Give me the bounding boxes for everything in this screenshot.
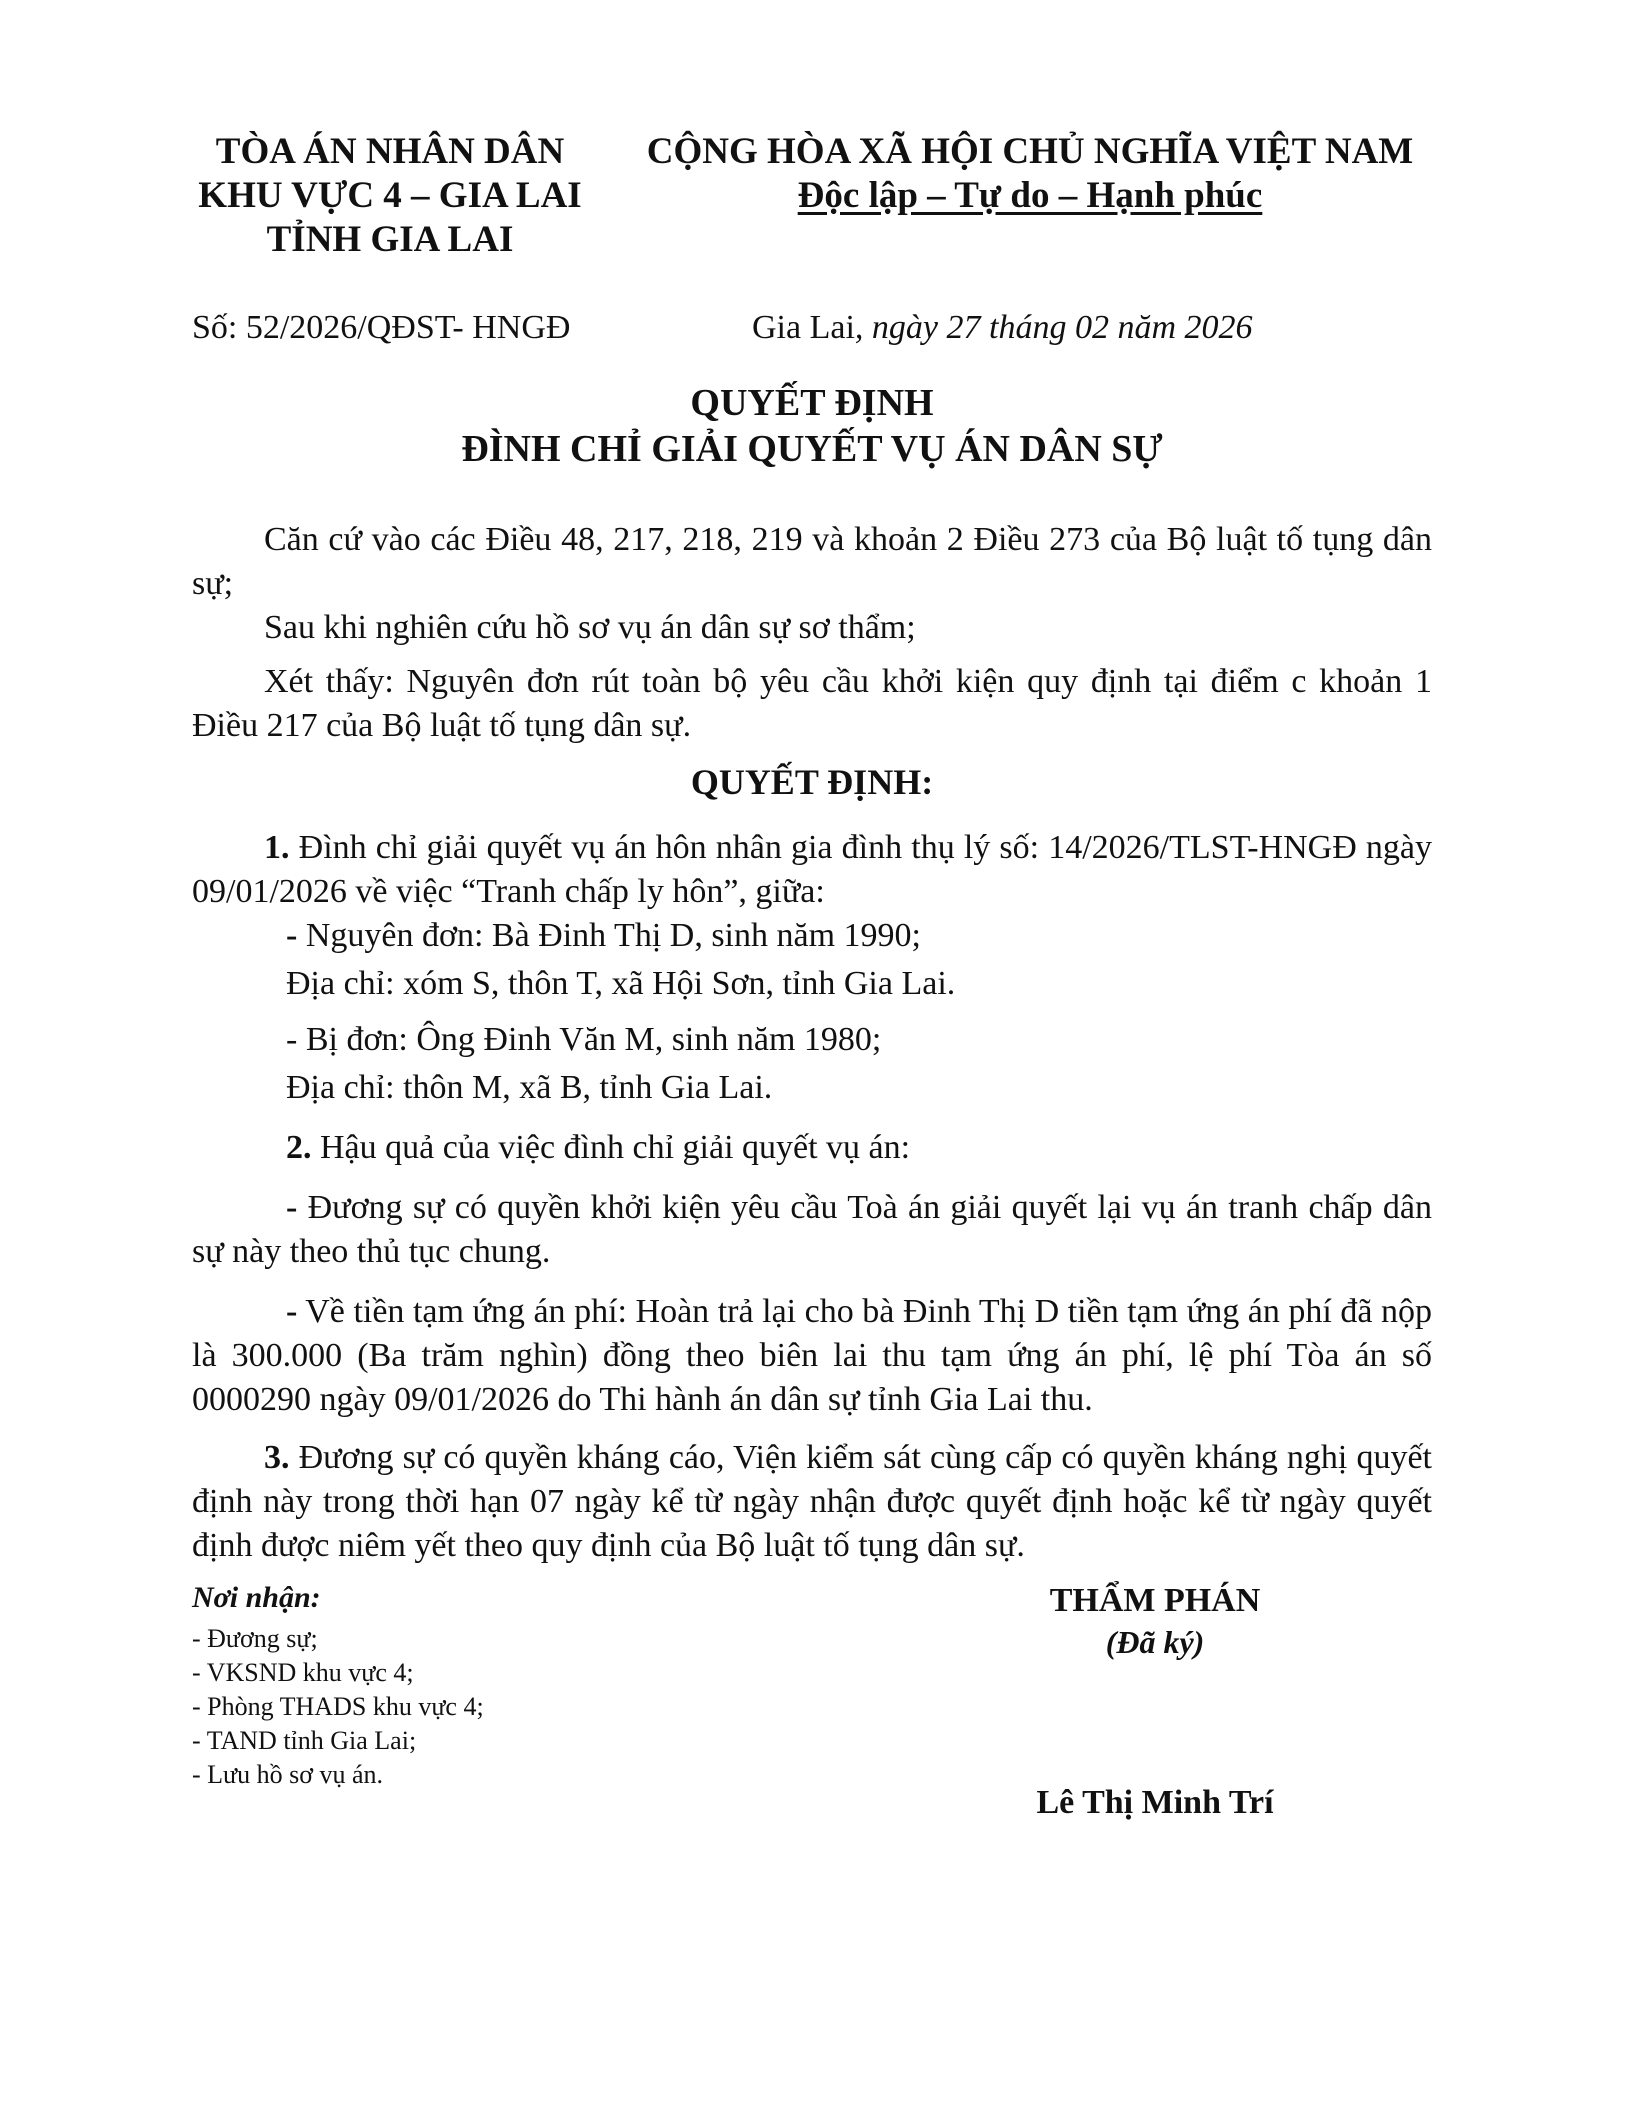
recipients-title: Nơi nhận: xyxy=(192,1581,321,1614)
consequence-1-text: Đương sự có quyền khởi kiện yêu cầu Toà án giải quyết lại vụ án tranh chấp dân sự này theo thủ tục chung. xyxy=(192,1189,1432,1270)
decision-item-2 xyxy=(286,1126,1432,1170)
signer-role: THẨM PHÁN xyxy=(1049,1582,1261,1619)
recipient-item: - Phòng THADS khu vực 4; xyxy=(192,1692,484,1721)
court-header xyxy=(180,130,600,262)
decision-item-1 xyxy=(192,826,1432,914)
plaintiff-dash: - xyxy=(286,917,298,954)
nation-motto: Độc lập – Tự do – Hạnh phúc xyxy=(797,175,1263,216)
document-title xyxy=(192,380,1432,472)
plaintiff-text: Nguyên đơn: Bà Đinh Thị D, sinh năm 1990; xyxy=(297,917,921,954)
plaintiff-address: Địa chỉ: xóm S, thôn T, xã Hội Sơn, tỉnh Gia Lai. xyxy=(286,965,956,1002)
date-place: Gia Lai xyxy=(752,309,855,346)
nation-header xyxy=(620,130,1440,218)
court-line-3: TỈNH GIA LAI xyxy=(266,219,514,260)
preamble-consider: Xét thấy: Nguyên đơn rút toàn bộ yêu cầu khởi kiện quy định tại điểm c khoản 1 Điều 217 của Bộ luật tố tụng dân sự. xyxy=(192,663,1432,744)
consequence-1-dash: - xyxy=(286,1189,298,1226)
document-date xyxy=(752,308,1253,348)
signer-name: Lê Thị Minh Trí xyxy=(1036,1784,1274,1821)
consequence-1 xyxy=(192,1186,1432,1274)
item-2-text: Hậu quả của việc đình chỉ giải quyết vụ án: xyxy=(311,1129,911,1166)
recipient-item: - VKSND khu vực 4; xyxy=(192,1658,414,1687)
court-line-1: TÒA ÁN NHÂN DÂN xyxy=(215,131,565,172)
item-3-text: Đương sự có quyền kháng cáo, Viện kiểm sát cùng cấp có quyền kháng nghị quyết định này trong thời hạn 07 ngày kể từ ngày nhận được quyết định hoặc kể từ ngày quyết định được niêm yết theo quy định của Bộ luật tố tụng dân sự. xyxy=(192,1439,1432,1564)
title-line-1: QUYẾT ĐỊNH xyxy=(690,382,934,424)
title-line-2: ĐÌNH CHỈ GIẢI QUYẾT VỤ ÁN DÂN SỰ xyxy=(461,428,1163,470)
document-number: Số: 52/2026/QĐST- HNGĐ xyxy=(192,309,571,346)
consequence-2-text: Về tiền tạm ứng án phí: Hoàn trả lại cho bà Đinh Thị D tiền tạm ứng án phí đã nộp là 300.000 (Ba trăm nghìn) đồng theo biên lai thu tạm ứng án phí, lệ phí Tòa án số 0000290 ngày 09/01/2026 do Thi hành án dân sự tỉnh Gia Lai thu. xyxy=(192,1293,1432,1418)
recipient-item: - Đương sự; xyxy=(192,1624,318,1653)
nation-title: CỘNG HÒA XÃ HỘI CHỦ NGHĨA VIỆT NAM xyxy=(646,131,1414,172)
item-1-number: 1. xyxy=(264,829,290,866)
consequence-2 xyxy=(192,1290,1432,1422)
recipient-item: - Lưu hồ sơ vụ án. xyxy=(192,1760,384,1789)
signed-note: (Đã ký) xyxy=(1105,1624,1205,1660)
signature-block xyxy=(990,1580,1320,1662)
court-line-2: KHU VỰC 4 – GIA LAI xyxy=(198,175,582,216)
preamble-basis: Căn cứ vào các Điều 48, 217, 218, 219 và khoản 2 Điều 273 của Bộ luật tố tụng dân sự; xyxy=(192,521,1432,602)
decision-heading: QUYẾT ĐỊNH: xyxy=(690,762,934,802)
date-text: , ngày 27 tháng 02 năm 2026 xyxy=(854,309,1253,346)
decision-item-3 xyxy=(192,1436,1432,1568)
consequence-2-dash: - xyxy=(286,1293,298,1330)
item-1-text: Đình chỉ giải quyết vụ án hôn nhân gia đình thụ lý số: 14/2026/TLST-HNGĐ ngày 09/01/2026 về việc “Tranh chấp ly hôn”, giữa: xyxy=(192,829,1432,910)
defendant-address: Địa chỉ: thôn M, xã B, tỉnh Gia Lai. xyxy=(286,1069,773,1106)
defendant-line: - Bị đơn: Ông Đinh Văn M, sinh năm 1980; xyxy=(286,1021,882,1058)
preamble-study: Sau khi nghiên cứu hồ sơ vụ án dân sự sơ thẩm; xyxy=(264,609,916,646)
item-2-number: 2. xyxy=(286,1129,312,1166)
item-3-number: 3. xyxy=(264,1439,290,1476)
recipient-item: - TAND tỉnh Gia Lai; xyxy=(192,1726,417,1755)
recipients-list xyxy=(192,1622,484,1792)
plaintiff-line xyxy=(286,914,1432,958)
